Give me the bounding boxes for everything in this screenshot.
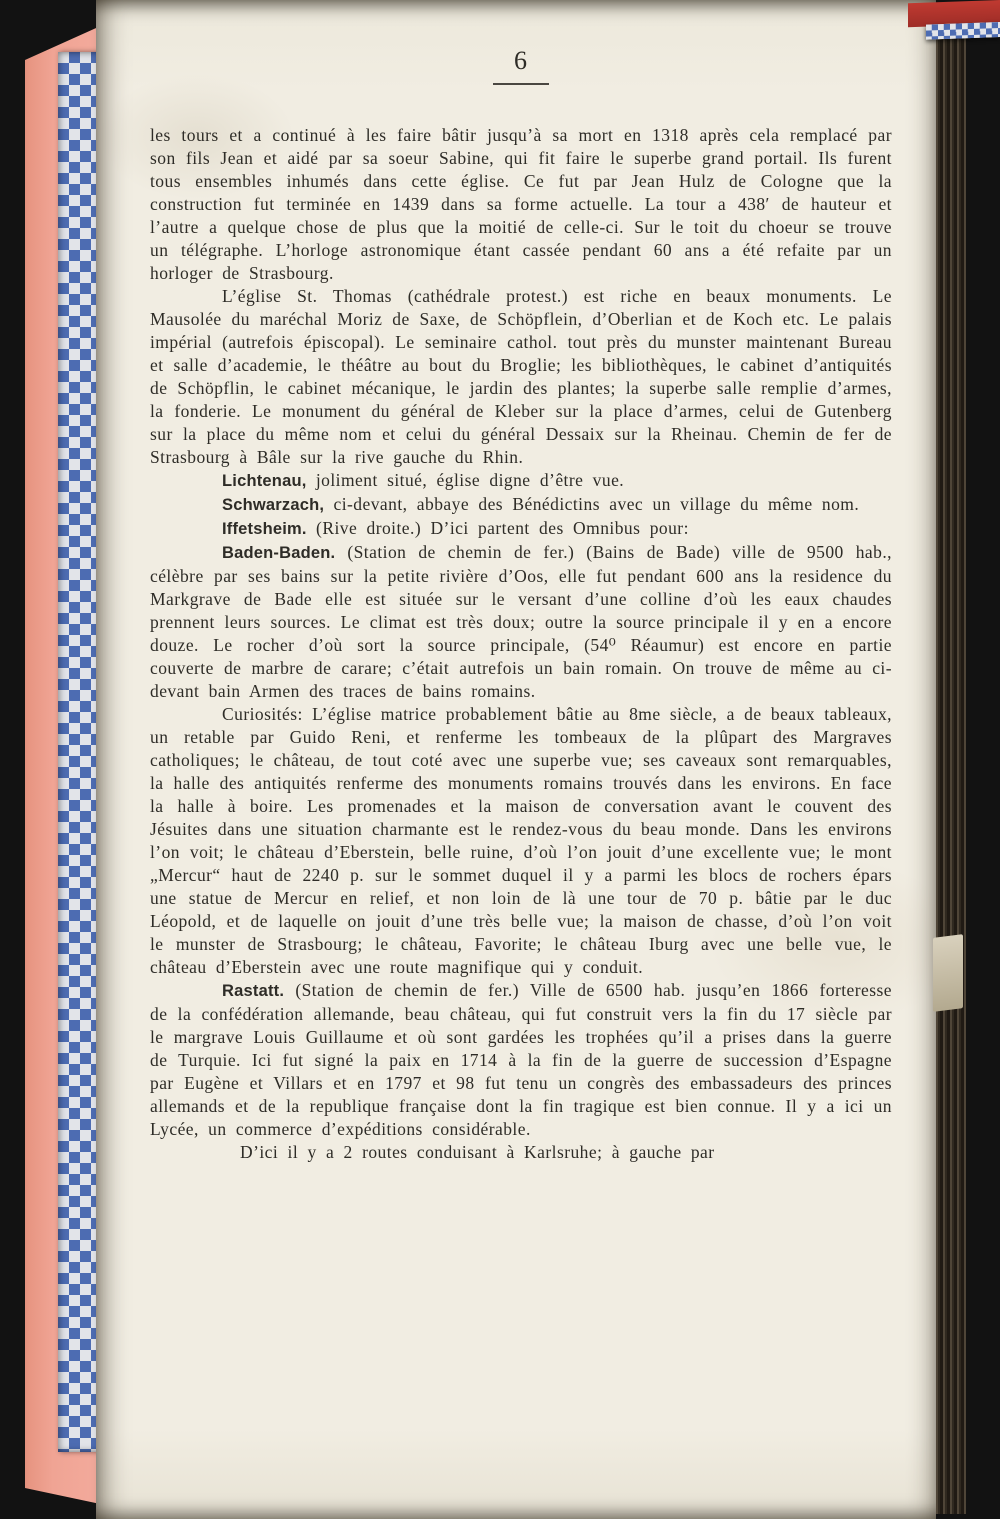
adjacent-book-checkered-corner bbox=[926, 22, 1000, 40]
paragraph-text: les tours et a continué à les faire bâtir jusqu’à sa mort en 1318 après cela remplacé par son fils Jean et aidé par sa soeur Sabine, qui fit faire le superbe grand portail. Ils furent tous ensembles inhumés dans cette église. Ce fut par Jean Hulz de Cologne que la construction fut terminée en 1439 dans sa forme actuelle. La tour a 438′ de hauteur et l’autre a quelque chose de plus que la moitié de celle-ci. Sur le toit du choeur se trouve un télégraphe. L’horloge astronomique étant cassée pendant 60 ans a été refaite par un horloger de Strasbourg. bbox=[150, 125, 892, 283]
entry-name-iffetsheim: Iffetsheim. bbox=[222, 520, 307, 538]
page-edge-notch bbox=[933, 934, 963, 1012]
book-page bbox=[96, 0, 936, 1519]
page-number: 6 bbox=[514, 46, 528, 75]
paragraph-continuation bbox=[150, 124, 892, 285]
text-block bbox=[150, 124, 892, 1164]
paragraph-text: (Station de chemin de fer.) Ville de 6500 hab. jusqu’en 1866 forteresse de la confédération allemande, beau château, qui fut construit vers la fin du 17 siècle par le margrave Louis Guillaume et où sont gardées les trophées qu’il a prises dans la guerre de Turquie. Ici fut signé la paix en 1714 à la fin de la guerre de succession d’Espagne par Eugène et Villars et en 1797 et 98 fut tenu un congrès des embassadeurs des princes allemands et de la republique française dont la fin tragique est bien connue. Il y a ici un Lycée, un commerce d’expéditions considérable. bbox=[150, 980, 892, 1139]
entry-name-schwarzach: Schwarzach, bbox=[222, 496, 325, 514]
paragraph-curiosites bbox=[150, 703, 892, 979]
stacked-page-edges bbox=[936, 6, 966, 1514]
paragraph-schwarzach bbox=[150, 493, 892, 517]
paragraph-text: D’ici il y a 2 routes conduisant à Karlsruhe; à gauche par bbox=[240, 1142, 715, 1162]
paragraph-text: joliment situé, église digne d’être vue. bbox=[315, 470, 625, 490]
paragraph-text: (Station de chemin de fer.) (Bains de Bade) ville de 9500 hab., célèbre par ses bains sur la petite rivière d’Oos, elle fut pendant 600 ans la residence du Markgrave de Bade elle est située sur le versant d’une colline d’où les eaux chaudes prennent leurs sources. Le climat est très doux; outre la source principale il y en a encore douze. Le rocher d’où sort la source principale, (54⁰ Réaumur) est encore en partie couverte de marbre de carare; c’était autrefois un bain romain. On trouve de même au ci-devant bain Armen des traces de bains romains. bbox=[150, 542, 892, 701]
paragraph-text: Curiosités: L’église matrice probablement bâtie au 8me siècle, a de beaux tableaux, un retable par Guido Reni, et renferme les tombeaux de la plûpart des Margraves catholiques; le château, de tout coté avec une superbe vue; ses caveaux sont remarquables, la halle des antiquités renferme des monuments romains trouvés dans les environs. En face la halle à boire. Les promenades et la maison de conversation avant le couvent des Jésuites dans une situation charmante est le rendez-vous du beau monde. Dans les environs l’on voit; le château d’Eberstein, belle ruine, d’où l’on jouit d’une excellente vue; le mont „Mercur“ haut de 2240 p. sur le sommet duquel il y a parmi les blocs de rochers épars une statue de Mercur en relief, et non loin de là une tour de 70 p. bâtie par le duc Léopold, et de laquelle on jouit d’une très belle vue; la maison de chasse, d’où l’on voit le munster de Strasbourg; le château, Favorite; le château Iburg avec une belle vue, le château d’Eberstein avec une route magnifique qui y conduit. bbox=[150, 704, 892, 977]
paragraph-text: ci-devant, abbaye des Bénédictins avec un village du même nom. bbox=[333, 494, 860, 514]
paragraph-lichtenau bbox=[150, 469, 892, 493]
paragraph-text: (Rive droite.) D’ici partent des Omnibus pour: bbox=[316, 518, 689, 538]
paragraph-routes bbox=[150, 1141, 892, 1164]
paragraph-baden-baden bbox=[150, 541, 892, 703]
paragraph-eglise-st-thomas bbox=[150, 285, 892, 469]
entry-name-lichtenau: Lichtenau, bbox=[222, 472, 307, 490]
page-number-rule bbox=[493, 83, 549, 85]
page-header bbox=[150, 46, 892, 85]
paragraph-text: L’église St. Thomas (cathédrale protest.) est riche en beaux monuments. Le Mausolée du maréchal Moriz de Saxe, de Schöpflein, d’Oberlian et de Koch etc. Le palais impérial (autrefois épiscopal). Le seminaire cathol. tout près du munster maintenant Bureau et salle d’academie, le théâtre au bout du Broglie; les bibliothèques, le cabinet d’antiquités de Schöpflin, le cabinet mécanique, le jardin des plantes; la superbe salle remplie d’armes, la fonderie. Le monument du général de Kleber sur la place d’armes, celui de Gutenberg sur la place du même nom et celui du général Dessaix sur la Rheinau. Chemin de fer de Strasbourg à Bâle sur la rive gauche du Rhin. bbox=[150, 286, 892, 467]
paragraph-rastatt bbox=[150, 979, 892, 1141]
entry-name-baden-baden: Baden-Baden. bbox=[222, 544, 336, 562]
entry-name-rastatt: Rastatt. bbox=[222, 982, 285, 1000]
paragraph-iffetsheim bbox=[150, 517, 892, 541]
